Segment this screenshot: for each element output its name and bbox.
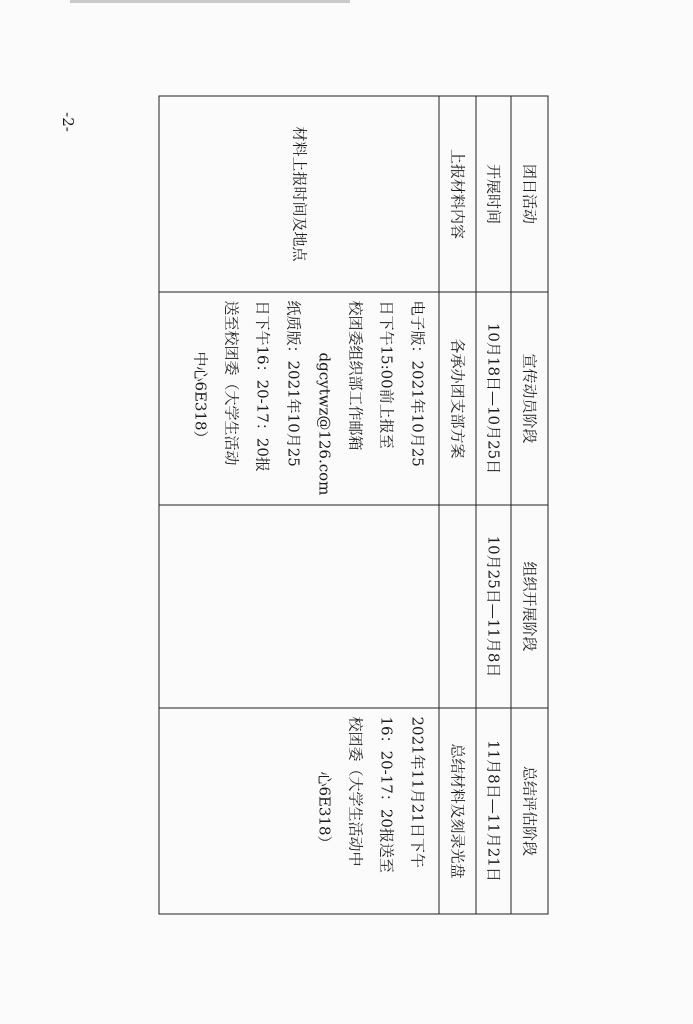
table-row-submission <box>159 96 439 914</box>
activity-schedule-table <box>160 96 549 914</box>
scan-edge-mark <box>70 0 350 3</box>
content-phase-2 <box>439 505 476 708</box>
content-phase-1: 各承办团支部方案 <box>439 292 476 505</box>
time-phase-1: 10月18日—10月25日 <box>476 292 511 505</box>
table-row-content <box>439 96 476 914</box>
submission-line: 日下午16：20-17：20报 <box>253 300 272 472</box>
table-row-header <box>511 96 548 914</box>
row-label-activity: 团日活动 <box>511 96 548 292</box>
submission-phase-1 <box>159 292 439 505</box>
submission-line: 心6E318） <box>315 771 334 851</box>
phase-summary: 总结评估阶段 <box>511 708 548 914</box>
submission-line: 日下午15:00前上报至 <box>377 300 396 449</box>
phase-publicity: 宣传动员阶段 <box>511 292 548 505</box>
time-phase-2: 10月25日—11月8日 <box>476 505 511 708</box>
submission-line: 中心6E318） <box>191 351 210 446</box>
row-label-time: 开展时间 <box>476 96 511 292</box>
row-label-content: 上报材料内容 <box>439 96 476 292</box>
phase-organize: 组织开展阶段 <box>511 505 548 708</box>
time-phase-3: 11月8日—11月21日 <box>476 708 511 914</box>
submission-line: 2021年11月21日下午 <box>408 716 427 868</box>
submission-line: 电子版：2021年10月25 <box>408 300 427 467</box>
submission-phase-2 <box>159 505 439 708</box>
submission-line: 校团委组织部工作邮箱 <box>346 300 365 451</box>
submission-email: dgcytwz@126.com <box>315 352 334 496</box>
row-label-submission: 材料上报时间及地点 <box>159 96 439 292</box>
table-row-time <box>476 96 511 914</box>
submission-line: 纸质版：2021年10月25 <box>284 300 303 467</box>
submission-line: 16：20-17：20报送至 <box>377 716 396 873</box>
content-phase-3: 总结材料及刻录光盘 <box>439 708 476 914</box>
submission-phase-3 <box>159 708 439 914</box>
page-number: -2- <box>59 112 77 132</box>
submission-line: 送至校团委（大学生活动 <box>222 300 241 466</box>
submission-line: 校团委（大学生活动中 <box>346 716 365 867</box>
